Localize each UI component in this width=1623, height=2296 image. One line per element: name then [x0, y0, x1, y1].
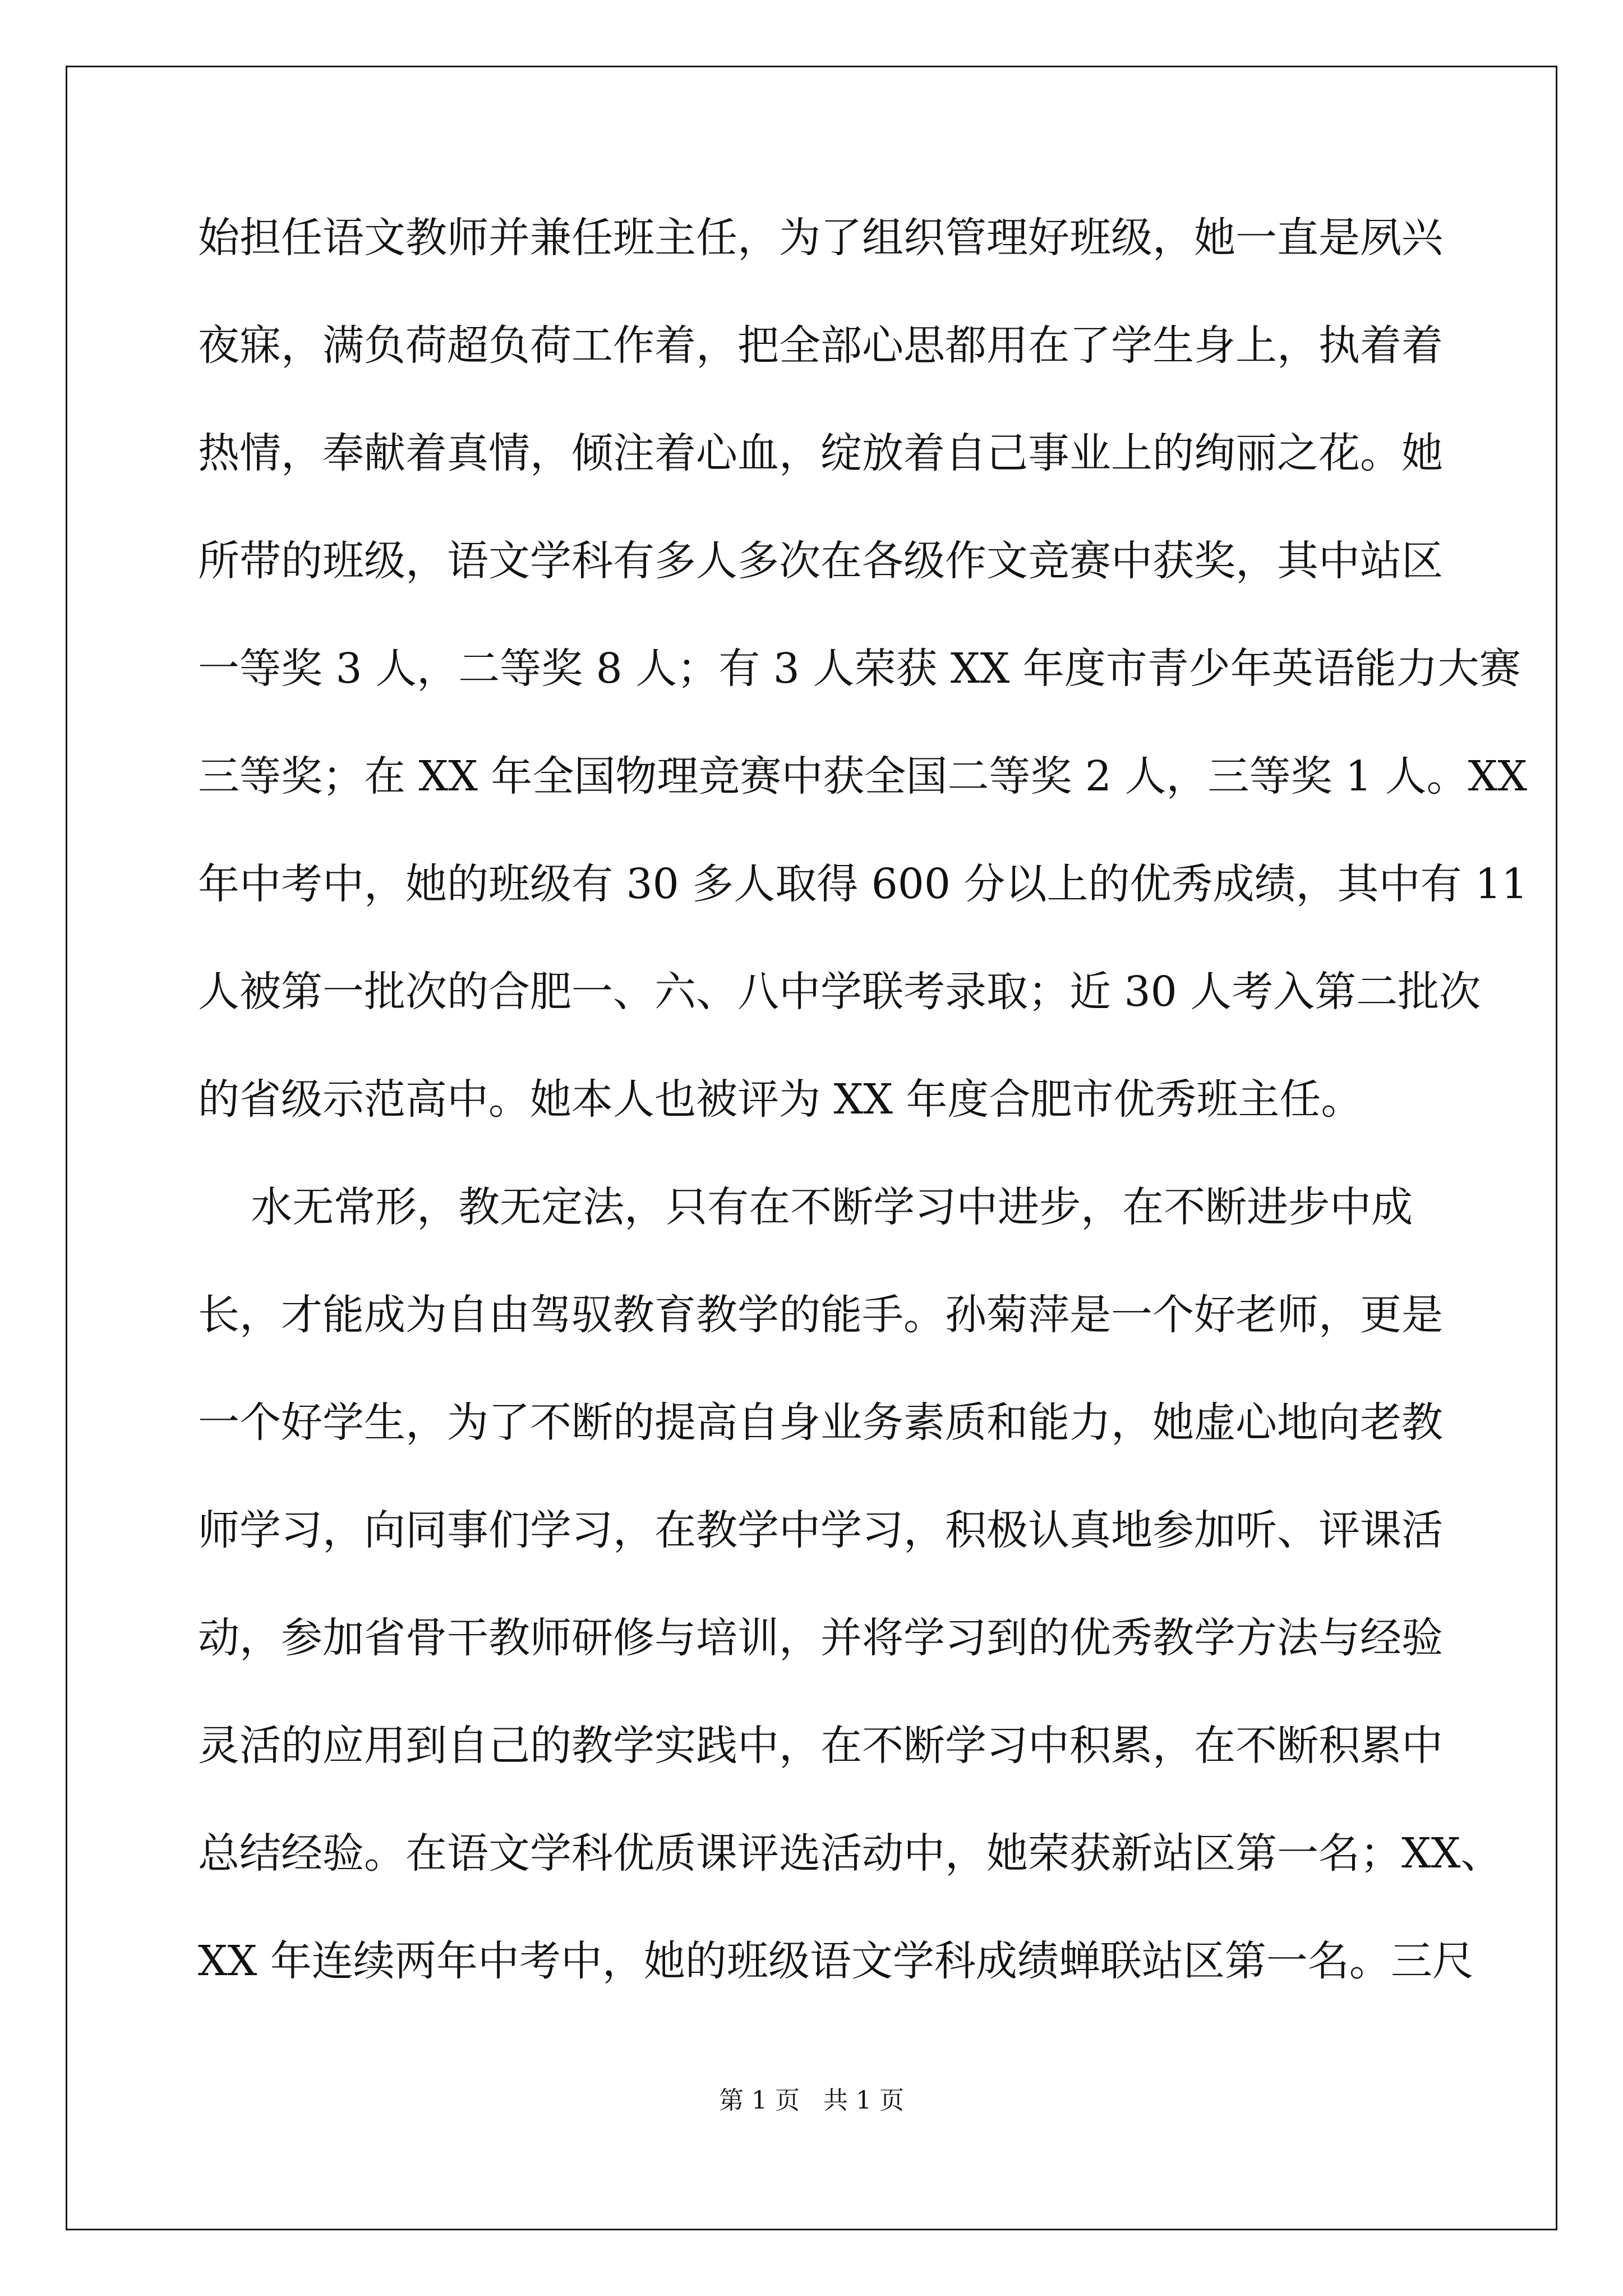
text-line: 长，才能成为自由驾驭教育教学的能手。孙菊萍是一个好老师，更是 [198, 1291, 1443, 1339]
text-line: 热情，奉献着真情，倾注着心血，绽放着自己事业上的绚丽之花。她 [198, 429, 1443, 477]
text-line: 一等奖 3 人，二等奖 8 人；有 3 人荣获 XX 年度市青少年英语能力大赛 [198, 645, 1521, 693]
page-number-footer: 第 1 页 共 1 页 [719, 2086, 904, 2115]
text-line: 始担任语文教师并兼任班主任，为了组织管理好班级，她一直是夙兴 [198, 214, 1443, 262]
text-line: 一个好学生，为了不断的提高自身业务素质和能力，她虚心地向老教 [198, 1398, 1443, 1447]
page-border [66, 66, 1557, 2230]
text-line: XX 年连续两年中考中，她的班级语文学科成绩蝉联站区第一名。三尺 [198, 1937, 1474, 1985]
text-line: 动，参加省骨干教师研修与培训，并将学习到的优秀教学方法与经验 [198, 1614, 1443, 1662]
text-line: 师学习，向同事们学习，在教学中学习，积极认真地参加听、评课活 [198, 1506, 1443, 1554]
text-line: 三等奖；在 XX 年全国物理竞赛中获全国二等奖 2 人，三等奖 1 人。XX [198, 752, 1528, 800]
text-line: 水无常形，教无定法，只有在不断学习中进步，在不断进步中成 [198, 1183, 1413, 1231]
text-line: 夜寐，满负荷超负荷工作着，把全部心思都用在了学生身上，执着着 [198, 321, 1443, 370]
text-line: 所带的班级，语文学科有多人多次在各级作文竞赛中获奖，其中站区 [198, 537, 1443, 585]
text-line: 人被第一批次的合肥一、六、八中学联考录取；近 30 人考入第二批次 [198, 968, 1481, 1016]
text-line: 的省级示范高中。她本人也被评为 XX 年度合肥市优秀班主任。 [198, 1075, 1363, 1124]
text-line: 灵活的应用到自己的教学实践中，在不断学习中积累，在不断积累中 [198, 1722, 1443, 1770]
text-line: 年中考中，她的班级有 30 多人取得 600 分以上的优秀成绩，其中有 11 [198, 860, 1528, 908]
text-line: 总结经验。在语文学科优质课评选活动中，她荣获新站区第一名；XX、 [198, 1829, 1502, 1878]
